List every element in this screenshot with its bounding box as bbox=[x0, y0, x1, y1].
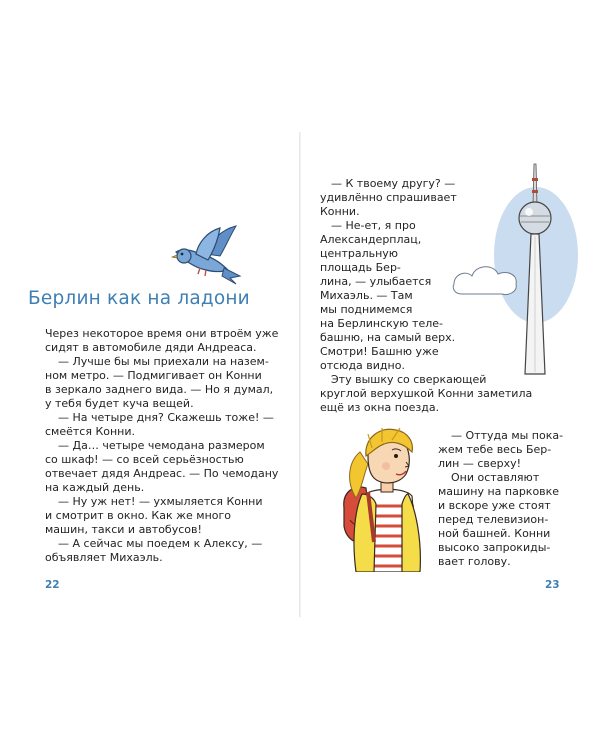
text-line: — Оттуда мы пока- bbox=[451, 429, 564, 442]
text-line: — Да… четыре чемодана размером bbox=[58, 439, 265, 452]
text-line: круглой верхушкой Конни заметила bbox=[320, 387, 533, 400]
text-line: на Берлинскую теле- bbox=[320, 317, 443, 330]
text-line: — К твоему другу? — bbox=[331, 177, 456, 190]
text-line: ной башней. Конни bbox=[438, 527, 551, 540]
text-line: смеётся Конни. bbox=[45, 425, 136, 438]
page-number-left: 22 bbox=[45, 579, 60, 591]
text-line: ном метро. — Подмигивает он Конни bbox=[45, 369, 262, 382]
text-line: и вскоре уже стоят bbox=[438, 499, 551, 512]
text-line: — Не-ет, я про bbox=[331, 219, 416, 232]
text-line: в зеркало заднего вида. — Но я думал, bbox=[45, 383, 274, 396]
text-line: сидят в автомобиле дяди Андреаса. bbox=[45, 341, 257, 354]
text-line: — На четыре дня? Скажешь тоже! — bbox=[58, 411, 274, 424]
text-line: удивлённо спрашивает bbox=[320, 191, 457, 204]
text-line: Они оставляют bbox=[451, 471, 540, 484]
pigeon-illustration-icon bbox=[170, 224, 242, 286]
text-line: Михаэль. — Там bbox=[320, 289, 413, 302]
text-line: башню, на самый верх. bbox=[320, 331, 456, 344]
page-number-right: 23 bbox=[545, 579, 560, 591]
text-line: площадь Бер- bbox=[320, 261, 401, 274]
text-line: лина, — улыбается bbox=[320, 275, 432, 288]
berlin-tv-tower-illustration-icon bbox=[448, 160, 580, 380]
text-line: Через некоторое время они втроём уже bbox=[45, 327, 279, 340]
text-line: вает голову. bbox=[438, 555, 511, 568]
text-line: отвечает дядя Андреас. — По чемодану bbox=[45, 467, 279, 480]
text-line: центральную bbox=[320, 247, 399, 260]
text-line: Эту вышку со сверкающей bbox=[331, 373, 487, 386]
text-line: машин, такси и автобусов! bbox=[45, 523, 202, 536]
text-line: высоко запрокиды- bbox=[438, 541, 551, 554]
text-line: жем тебе весь Бер- bbox=[438, 443, 552, 456]
text-line: машину на парковке bbox=[438, 485, 560, 498]
text-line: — Ну уж нет! — ухмыляется Конни bbox=[58, 495, 263, 508]
text-line: лин — сверху! bbox=[438, 457, 522, 470]
text-line: Смотри! Башню уже bbox=[320, 345, 439, 358]
text-line: на каждый день. bbox=[45, 481, 145, 494]
text-line: Александерплац, bbox=[320, 233, 422, 246]
chapter-title: Берлин как на ладони bbox=[28, 288, 250, 309]
text-line: объявляет Михаэль. bbox=[45, 551, 163, 564]
text-line: Конни. bbox=[320, 205, 360, 218]
text-line: — Лучше бы мы приехали на назем- bbox=[58, 355, 269, 368]
text-line: мы поднимемся bbox=[320, 303, 413, 316]
girl-connie-illustration-icon bbox=[338, 422, 438, 572]
text-line: — А сейчас мы поедем к Алексу, — bbox=[58, 537, 263, 550]
text-line: перед телевизион- bbox=[438, 513, 549, 526]
text-line: со шкаф! — со всей серьёзностью bbox=[45, 453, 244, 466]
text-line: и смотрит в окно. Как же много bbox=[45, 509, 232, 522]
text-line: отсюда видно. bbox=[320, 359, 405, 372]
book-gutter bbox=[299, 132, 301, 617]
text-line: у тебя будет куча вещей. bbox=[45, 397, 194, 410]
text-line: ещё из окна поезда. bbox=[320, 401, 440, 414]
